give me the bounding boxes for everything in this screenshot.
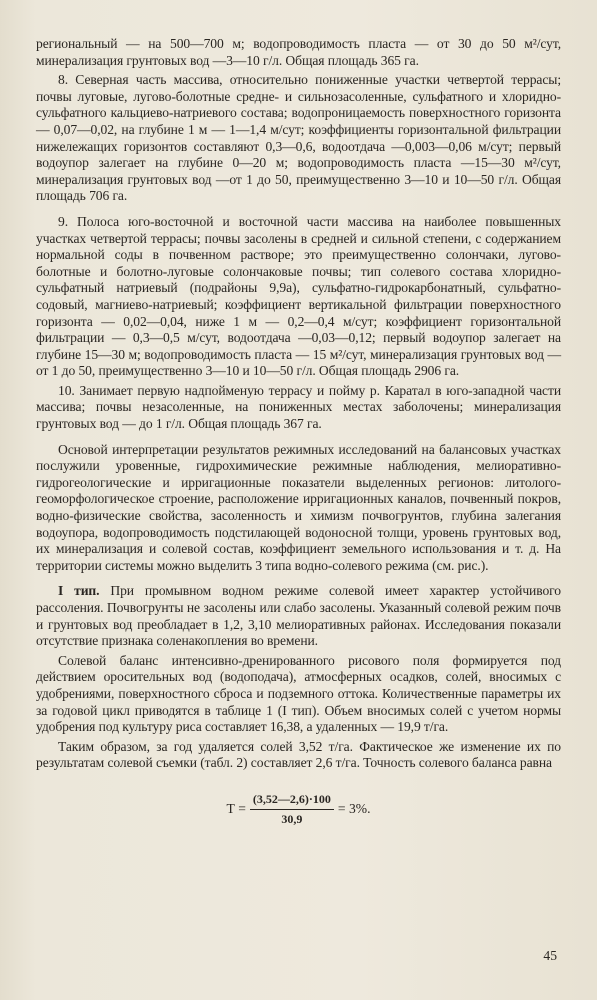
paragraph-region-8: 8. Северная часть массива, относительно пониженные участки четвертой террасы; почвы луговые, лугово-болотные средне- и сильнозасоленные, сульфатного и хлоридно-сульфатного кальциево-натриевого состава; водопроницаемость поверхностного горизонта — 0,07—0,02, на глубине 1 м — 1—1,4 м/сут; коэффициенты горизонтальной фильтрации нижележащих горизонтов составляют 0,3—0,6, водоотдача —0,003—0,06 м/сут; первый водоупор залегает на глубине 0—20 м; водопроводимость пласта —15—30 м²/сут, минерализация грунтовых вод —от 1 до 50, преимущественно 3—10 и 10—50 г/л. Общая площадь 706 га. <box>36 72 561 204</box>
paragraph-conclusion: Таким образом, за год удаляется солей 3,52 т/га. Фактическое же изменение их по результатам солевой съемки (табл. 2) составляет 2,6 т/га. Точность солевого баланса равна <box>36 738 561 771</box>
formula-fraction <box>250 792 334 827</box>
formula-denominator: 30,9 <box>281 811 303 826</box>
paragraph-interpretation: Основой интерпретации результатов режимных исследований на балансовых участках послужили уровенные, гидрохимические режимные наблюдения, мелиоративно-гидрогеологические и ирригационные показатели выделенных регионов: литолого-геоморфологическое строение, расположение ирригационных каналов, почвенный покров, водно-физические свойства, засоленность и химизм почвогрунтов, глубина залегания водоупора, водопроводимость подстилающей водоносной толщи, уровень грунтовых вод, их минерализация и солевой состав, коэффициент земельного использования и т. д. На территории системы можно выделить 3 типа водно-солевого режима (см. рис.). <box>36 441 561 573</box>
type-1-lead: I тип. <box>58 583 100 599</box>
accuracy-formula <box>36 792 561 827</box>
paragraph-type-1 <box>36 583 561 649</box>
paragraph-region-10: 10. Занимает первую надпойменую террасу и пойму р. Каратал в юго-западной части массива; почвы незасоленные, на пониженных местах заболочены; минерализация грунтовых вод — до 1 г/л. Общая площадь 367 га. <box>36 382 561 432</box>
paragraph-region-9: 9. Полоса юго-восточной и восточной части массива на наиболее повышенных участках четвертой террасы; почвы засолены в средней и сильной степени, с содержанием нормальной соды в почвенном растворе; это преимущественно солончаки, лугово-болотные и болотно-луговые солончаковые почвы; тип солевого состава хлоридно-сульфатный натриевый (подрайоны 9,9а), сульфатно-гидрокарбонатный, сульфатно-содовый, магниево-натриевый; коэффициент вертикальной фильтрации поверхностного горизонта — 0,02—0,04, ниже 1 м — 0,2—0,4 м/сут; коэффициент горизонтальной фильтрации — 0,3—0,5 м/сут, водоотдача —0,03—0,12; первый водоупор залегает на глубине 15—30 м; водопроводимость пласта — 15 м²/сут, минерализация грунтовых вод — от 1 до 50, преимущественно 3—10 и 10—50 г/л. Общая площадь 2906 га. <box>36 213 561 379</box>
formula-numerator: (3,52—2,6)·100 <box>250 792 334 810</box>
paragraph-salt-balance: Солевой баланс интенсивно-дренированного рисового поля формируется под действием оросительных вод (водоподача), атмосферных осадков, солей, вносимых с удобрениями, поверхностного сброса и подземного оттока. Количественные параметры их за годовой цикл приводятся в таблице 1 (I тип). Объем вносимых солей с учетом нормы удобрения под культуру риса составляет 16,38, а удаленных — 19,9 т/га. <box>36 652 561 735</box>
type-1-text: При промывном водном режиме солевой имеет характер устойчивого рассоления. Почвогрунты не засолены или слабо засолены. Указанный солевой режим почв и грунтовых вод преобладает в 1,2, 3,10 мелиоративных районах. Исследования показали отсутствие признака соленакопления во времени. <box>36 583 561 649</box>
formula-lhs: Т = <box>226 801 246 817</box>
formula-rhs: = 3%. <box>337 801 371 817</box>
page-number: 45 <box>543 948 557 963</box>
paragraph-continuation: региональный — на 500—700 м; водопроводимость пласта — от 30 до 50 м²/сут, минерализация грунтовых вод —3—10 г/л. Общая площадь 365 га. <box>36 36 561 68</box>
